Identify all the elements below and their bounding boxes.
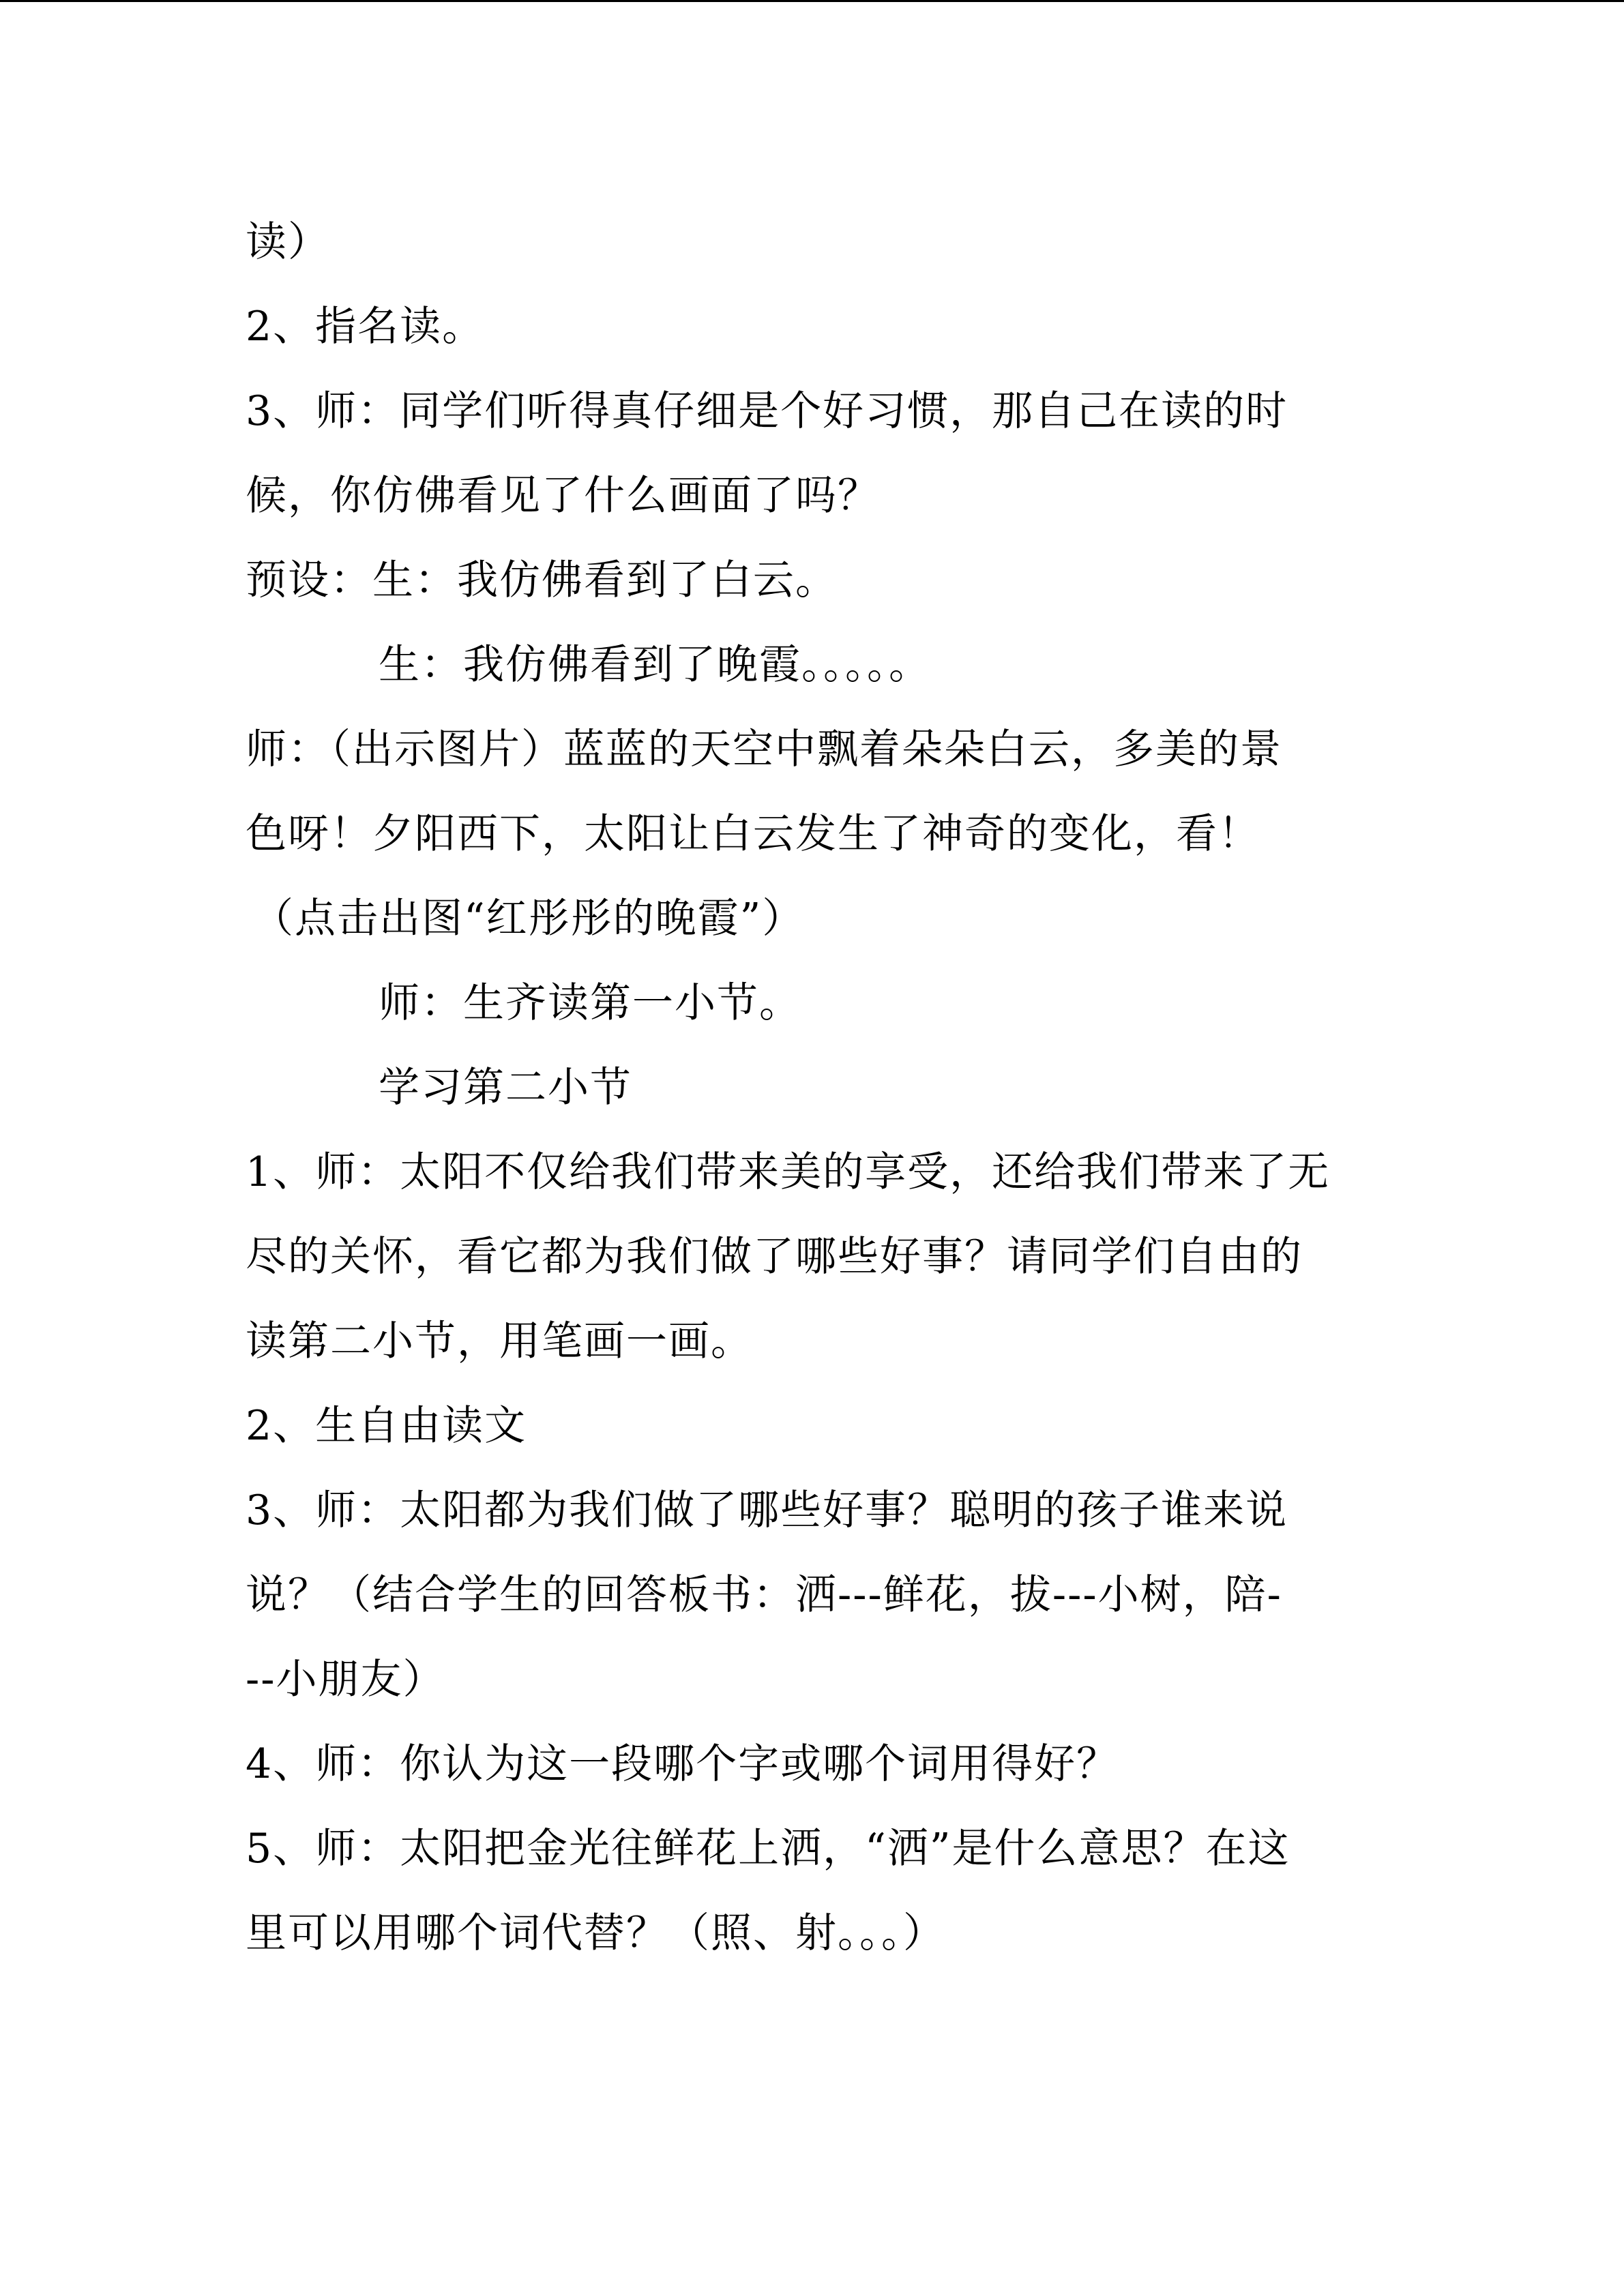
text-line-12: 1、师：太阳不仅给我们带来美的享受，还给我们带来了无 bbox=[246, 1148, 1331, 1196]
text-line-5: 预设：生：我仿佛看到了白云。 bbox=[246, 556, 838, 604]
text-line-10: 师：生齐读第一小节。 bbox=[379, 979, 801, 1027]
text-line-4: 候，你仿佛看见了什么画面了吗？ bbox=[246, 472, 880, 520]
text-line-2: 2、指名读。 bbox=[246, 303, 485, 351]
text-line-6: 生：我仿佛看到了晚霞。。。。。 bbox=[379, 641, 931, 689]
text-line-9: （点击出图“红彤彤的晚霞”） bbox=[252, 895, 805, 942]
text-line-21: 里可以用哪个词代替？（照、射。。。） bbox=[246, 1909, 945, 1957]
text-line-17: 说？（结合学生的回答板书：洒---鲜花，拔---小树，陪- bbox=[246, 1571, 1282, 1619]
text-line-1: 读） bbox=[246, 218, 330, 266]
text-line-14: 读第二小节，用笔画一画。 bbox=[246, 1317, 753, 1365]
section-heading: 学习第二小节 bbox=[379, 1064, 632, 1112]
text-line-16: 3、师：太阳都为我们做了哪些好事？聪明的孩子谁来说 bbox=[246, 1487, 1288, 1534]
text-line-20: 5、师：太阳把金光往鲜花上洒，“洒”是什么意思？在这 bbox=[246, 1825, 1290, 1873]
text-line-18: --小朋友） bbox=[246, 1656, 445, 1703]
text-line-13: 尽的关怀，看它都为我们做了哪些好事？请同学们自由的 bbox=[246, 1233, 1303, 1281]
text-line-7: 师：（出示图片）蓝蓝的天空中飘着朵朵白云，多美的景 bbox=[246, 726, 1282, 773]
text-line-3: 3、师：同学们听得真仔细是个好习惯，那自己在读的时 bbox=[246, 387, 1288, 435]
text-line-19: 4、师：你认为这一段哪个字或哪个词用得好？ bbox=[246, 1740, 1119, 1788]
text-line-8: 色呀！夕阳西下，太阳让白云发生了神奇的变化，看！ bbox=[246, 810, 1260, 858]
text-line-15: 2、生自由读文 bbox=[246, 1402, 527, 1450]
